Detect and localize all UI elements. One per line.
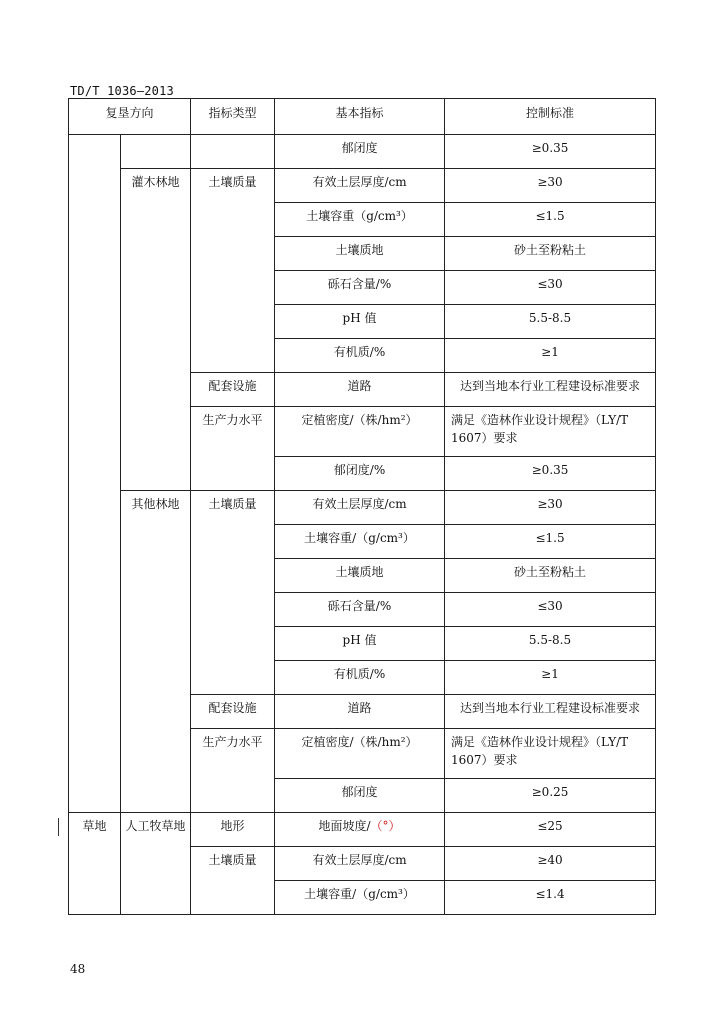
standard-cell: ≥30 (445, 169, 656, 203)
header-direction: 复垦方向 (69, 99, 191, 135)
table-header-row (69, 99, 656, 135)
indicator-cell: 土壤质地 (275, 559, 445, 593)
standard-cell: ≥1 (445, 661, 656, 695)
standard-cell: 满足《造林作业设计规程》（LY/T 1607）要求 (445, 729, 656, 779)
land-category-grass: 草地 (69, 813, 121, 915)
standard-cell: ≤30 (445, 271, 656, 305)
indicator-cell: 郁闭度/% (275, 457, 445, 491)
indicator-cell (275, 813, 445, 847)
indicator-cell: 郁闭度 (275, 779, 445, 813)
table-row (69, 491, 656, 525)
subcategory-pasture: 人工牧草地 (121, 813, 191, 915)
indicator-cell: 道路 (275, 695, 445, 729)
indicator-cell: 土壤容重/（g/cm³） (275, 525, 445, 559)
indicator-type-soil: 土壤质量 (191, 847, 275, 915)
page-number: 48 (70, 962, 86, 976)
standard-cell: ≤30 (445, 593, 656, 627)
standard-cell: 满足《造林作业设计规程》（LY/T 1607）要求 (445, 407, 656, 457)
standard-cell: ≥0.35 (445, 135, 656, 169)
indicator-cell: 有效土层厚度/cm (275, 847, 445, 881)
indicator-cell: 道路 (275, 373, 445, 407)
standard-cell: 达到当地本行业工程建设标准要求 (445, 373, 656, 407)
standard-cell: ≤1.4 (445, 881, 656, 915)
standards-table-container (68, 98, 655, 915)
standard-cell: ≥30 (445, 491, 656, 525)
indicator-slope-text: 地面坡度/ (318, 819, 371, 833)
standard-cell: 5.5-8.5 (445, 305, 656, 339)
document-code: TD/T 1036—2013 (70, 84, 174, 98)
header-control-standard: 控制标准 (445, 99, 656, 135)
standard-cell: ≥1 (445, 339, 656, 373)
indicator-type-supporting: 配套设施 (191, 373, 275, 407)
standard-cell: ≤1.5 (445, 203, 656, 237)
indicator-cell: 砾石含量/% (275, 593, 445, 627)
header-basic-indicator: 基本指标 (275, 99, 445, 135)
indicator-cell: 砾石含量/% (275, 271, 445, 305)
standard-cell: ≥40 (445, 847, 656, 881)
indicator-cell: pH 值 (275, 627, 445, 661)
indicator-type-productivity: 生产力水平 (191, 729, 275, 813)
standard-cell: ≥0.35 (445, 457, 656, 491)
header-indicator-type: 指标类型 (191, 99, 275, 135)
standard-cell: ≤1.5 (445, 525, 656, 559)
standard-cell: ≥0.25 (445, 779, 656, 813)
revision-mark-text: （°） (370, 819, 401, 833)
standard-cell: 达到当地本行业工程建设标准要求 (445, 695, 656, 729)
standards-table (68, 98, 656, 915)
indicator-cell: pH 值 (275, 305, 445, 339)
subcategory-cell (121, 135, 191, 169)
indicator-type-terrain: 地形 (191, 813, 275, 847)
land-category-cell (69, 135, 121, 813)
indicator-type-productivity: 生产力水平 (191, 407, 275, 491)
indicator-cell: 土壤容重（g/cm³） (275, 203, 445, 237)
indicator-type-soil: 土壤质量 (191, 169, 275, 373)
standard-cell: 5.5-8.5 (445, 627, 656, 661)
subcategory-other-woodland: 其他林地 (121, 491, 191, 813)
subcategory-shrub: 灌木林地 (121, 169, 191, 491)
indicator-cell: 定植密度/（株/hm²） (275, 729, 445, 779)
table-row (69, 135, 656, 169)
indicator-cell: 郁闭度 (275, 135, 445, 169)
standard-cell: 砂土至粉粘土 (445, 237, 656, 271)
indicator-cell: 定植密度/（株/hm²） (275, 407, 445, 457)
table-row (69, 813, 656, 847)
standard-cell: ≤25 (445, 813, 656, 847)
indicator-cell: 土壤质地 (275, 237, 445, 271)
indicator-type-soil: 土壤质量 (191, 491, 275, 695)
indicator-cell: 有效土层厚度/cm (275, 491, 445, 525)
indicator-cell: 有机质/% (275, 339, 445, 373)
indicator-cell: 有机质/% (275, 661, 445, 695)
indicator-cell: 有效土层厚度/cm (275, 169, 445, 203)
table-row (69, 169, 656, 203)
revision-bar (58, 818, 59, 836)
indicator-type-supporting: 配套设施 (191, 695, 275, 729)
standard-cell: 砂土至粉粘土 (445, 559, 656, 593)
indicator-type-cell (191, 135, 275, 169)
indicator-cell: 土壤容重/（g/cm³） (275, 881, 445, 915)
